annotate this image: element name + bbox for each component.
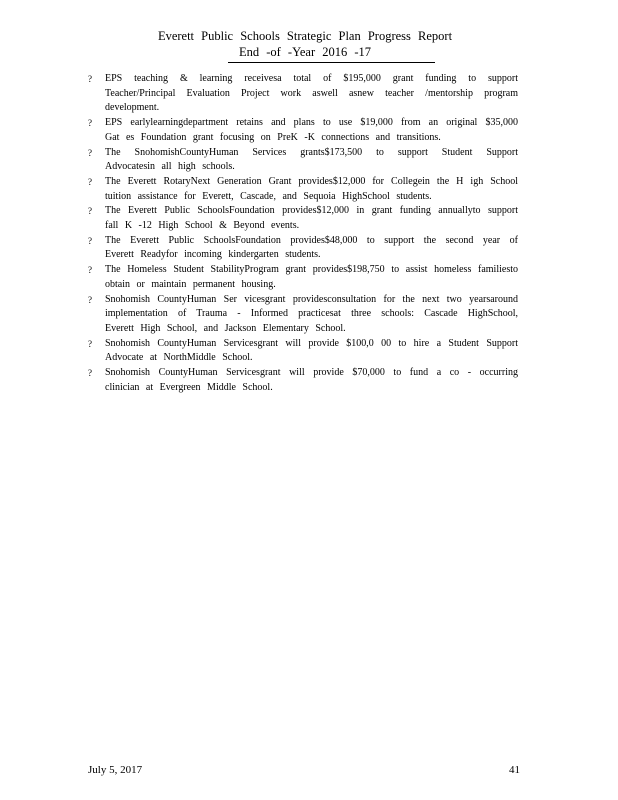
list-item: [88, 146, 518, 175]
list-item: [88, 263, 518, 292]
bullet-marker: ?: [88, 206, 92, 217]
title-line-2: End -of -Year 2016 -17: [238, 45, 372, 59]
page-number: 41: [509, 764, 520, 776]
bullet-text: Snohomish CountyHuman Ser vicesgrant providesconsultation for the next two yearsaround implementation of Trauma - Informed practicesat three schools: Cascade HighSchool, Everett High School, and Jackson Elementary School.: [105, 293, 518, 334]
list-item: [88, 337, 518, 366]
bullet-list: [88, 72, 518, 395]
bullet-text: The Everett Public SchoolsFoundation provides$48,000 to support the second year of Everett Readyfor incoming kindergarten students.: [105, 234, 518, 261]
bullet-marker: ?: [88, 265, 92, 276]
bullet-marker: ?: [88, 338, 92, 349]
bullet-marker: ?: [88, 235, 92, 246]
bullet-text: EPS teaching & learning receivesa total of $195,000 grant funding to support Teacher/Principal Evaluation Project work aswell asnew teacher /mentorship program development.: [105, 73, 518, 114]
bullet-text: The SnohomishCountyHuman Services grants$173,500 to support Student Support Advocatesin all high schools.: [105, 146, 518, 173]
bullet-text: The Everett RotaryNext Generation Grant provides$12,000 for Collegein the H igh School tuition assistance for Everett, Cascade, and Sequoia HighSchool students.: [105, 175, 518, 202]
title-line-1: Everett Public Schools Strategic Plan Progress Report: [157, 29, 453, 43]
list-item: [88, 293, 518, 337]
report-title: [120, 28, 490, 60]
bullet-text: Snohomish CountyHuman Servicesgrant will provide $70,000 to fund a co - occurring clinician at Evergreen Middle School.: [105, 367, 518, 393]
list-item: [88, 175, 518, 204]
bullet-text: EPS earlylearningdepartment retains and plans to use $19,000 from an original $35,000 Gat es Foundation grant focusing on PreK -K connections and transitions.: [105, 117, 518, 143]
list-item: [88, 234, 518, 263]
bullet-marker: ?: [88, 147, 92, 158]
title-underline: [228, 62, 435, 63]
list-item: [88, 204, 518, 233]
list-item: [88, 72, 518, 116]
list-item: [88, 366, 518, 395]
list-item: [88, 116, 518, 145]
bullet-text: The Everett Public SchoolsFoundation provides$12,000 in grant funding annuallyto support fall K -12 High School & Beyond events.: [105, 205, 518, 232]
bullet-marker: ?: [88, 176, 92, 187]
bullet-marker: ?: [88, 368, 92, 379]
bullet-marker: ?: [88, 294, 92, 305]
footer-date: July 5, 2017: [88, 764, 143, 776]
bullet-text: Snohomish CountyHuman Servicesgrant will provide $100,0 00 to hire a Student Support Advocate at NorthMiddle School.: [105, 337, 518, 364]
bullet-marker: ?: [88, 74, 92, 84]
bullet-text: The Homeless Student StabilityProgram grant provides$198,750 to assist homeless familiesto obtain or maintain permanent housing.: [105, 264, 518, 290]
bullet-marker: ?: [88, 118, 92, 129]
